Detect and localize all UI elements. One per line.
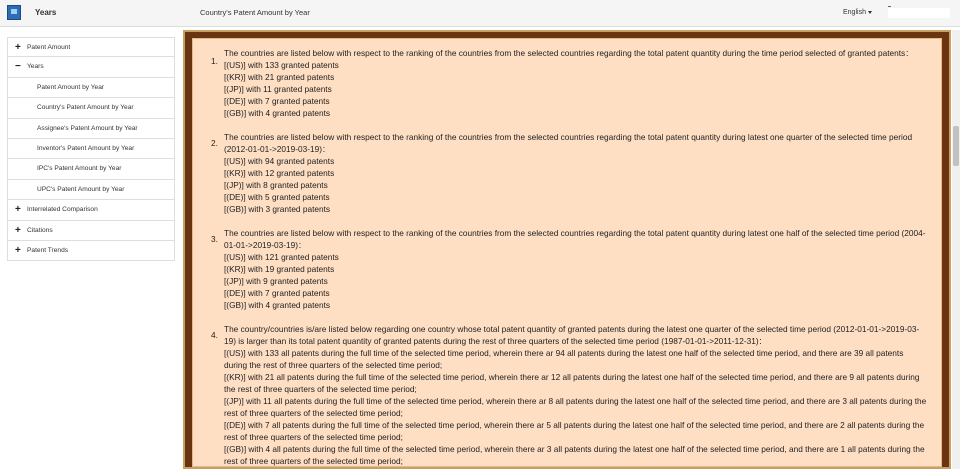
item-heading: The countries are listed below with respect to the ranking of the countries from the selected countries regarding the total patent quantity during the time period selected of granted patents： <box>224 48 914 58</box>
sidebar-item-patent-amount[interactable] <box>7 37 175 57</box>
item-line: [(KR)] with 21 all patents during the full time of the selected time period, wherein there ar 12 all patents during the latest one half of the selected time period, and there are 9 all patents during the rest of three quarters of the selected time period; <box>224 372 920 394</box>
item-line: [(US)] with 121 granted patents <box>224 252 339 262</box>
sidebar-item-label: Citations <box>27 226 53 234</box>
report-frame <box>183 30 951 469</box>
sidebar-item-label: Inventor's Patent Amount by Year <box>37 144 135 152</box>
app-logo-icon[interactable] <box>7 5 21 20</box>
item-line: [(GB)] with 4 granted patents <box>224 108 331 118</box>
report-panel <box>192 38 942 467</box>
item-line: [(GB)] with 3 granted patents <box>224 204 331 214</box>
sidebar-item-patent-amount-by-year[interactable] <box>7 78 175 98</box>
item-heading: The countries are listed below with respect to the ranking of the countries from the selected countries regarding the total patent quantity during latest one quarter of the selected time period (2012-01-01->2019-03-19)： <box>224 132 913 154</box>
minus-icon: − <box>15 61 21 73</box>
item-line: [(JP)] with 8 granted patents <box>224 180 328 190</box>
scrollbar-thumb[interactable] <box>953 126 959 166</box>
item-line: [(DE)] with 7 all patents during the full time of the selected time period, wherein there ar 5 all patents during the latest one half of the selected time period, and there are 2 all patents during the rest of three quarters of the selected time period; <box>224 420 925 442</box>
app-title: Years <box>35 8 57 17</box>
plus-icon: + <box>15 42 21 53</box>
item-line: [(GB)] with 4 all patents during the full time of the selected time period, wherein there ar 3 all patents during the latest one half of the selected time period, and there are 1 all patents during the rest of three quarters of the selected time period; <box>224 444 925 466</box>
page-title: Country's Patent Amount by Year <box>200 8 310 17</box>
sidebar-item-patent-trends[interactable] <box>7 241 175 261</box>
item-line: [(US)] with 133 granted patents <box>224 60 339 70</box>
sidebar-item-label: Years <box>27 63 44 71</box>
item-number: 3. <box>211 234 218 244</box>
report-item <box>193 47 941 119</box>
page-scrollbar[interactable] <box>952 30 960 469</box>
item-number: 4. <box>211 330 218 340</box>
language-dropdown[interactable] <box>843 9 872 16</box>
item-line: [(US)] with 94 granted patents <box>224 156 335 166</box>
sidebar-item-label: IPC's Patent Amount by Year <box>37 165 122 173</box>
sidebar-item-label: Patent Amount <box>27 44 71 51</box>
sidebar-item-country-patent-amount-by-year[interactable] <box>7 98 175 118</box>
item-line: [(KR)] with 21 granted patents <box>224 72 335 82</box>
item-line: [(JP)] with 9 granted patents <box>224 276 328 286</box>
item-line: [(JP)] with 11 granted patents <box>224 84 332 94</box>
sidebar-item-label: Patent Trends <box>27 246 69 254</box>
item-number: 2. <box>211 138 218 148</box>
sidebar-item-label: Interrelated Comparison <box>27 206 98 214</box>
item-line: [(US)] with 133 all patents during the full time of the selected time period, wherein there ar 94 all patents during the latest one half of the selected time period, and there are 39 all patents during the rest of three quarters of the selected time period; <box>224 348 904 370</box>
language-label: English <box>843 9 866 16</box>
report-item <box>193 323 941 467</box>
sidebar-item-inventor-patent-amount-by-year[interactable] <box>7 139 175 159</box>
user-menu[interactable] <box>888 8 950 18</box>
item-heading: The country/countries is/are listed below regarding one country whose total patent quantity of granted patents during the latest one quarter of the selected time period (2012-01-01->2019-03-19) is larger than its total patent quantity of granted patents during the rest of three quarters of the selected time period (1987-01-01->2011-12-31)： <box>224 324 920 346</box>
sidebar-item-upc-patent-amount-by-year[interactable] <box>7 180 175 200</box>
report-item <box>193 131 941 215</box>
sidebar-item-interrelated-comparison[interactable] <box>7 200 175 220</box>
sidebar-item-ipc-patent-amount-by-year[interactable] <box>7 159 175 179</box>
plus-icon: + <box>15 204 21 216</box>
item-number: 1. <box>211 56 218 66</box>
report-item <box>193 227 941 311</box>
item-line: [(DE)] with 7 granted patents <box>224 96 330 106</box>
sidebar-nav <box>7 37 175 261</box>
sidebar-item-label: Patent Amount by Year <box>37 83 105 91</box>
plus-icon: + <box>15 224 21 236</box>
sidebar-item-years[interactable] <box>7 57 175 77</box>
plus-icon: + <box>15 244 21 256</box>
caret-down-icon <box>868 11 872 14</box>
report-content <box>193 39 941 467</box>
sidebar-item-label: Assignee's Patent Amount by Year <box>37 124 138 132</box>
item-line: [(KR)] with 12 granted patents <box>224 168 335 178</box>
item-line: [(DE)] with 7 granted patents <box>224 288 330 298</box>
item-line: [(DE)] with 5 granted patents <box>224 192 330 202</box>
item-line: [(KR)] with 19 granted patents <box>224 264 335 274</box>
sidebar-item-label: UPC's Patent Amount by Year <box>37 185 125 193</box>
item-line: [(GB)] with 4 granted patents <box>224 300 331 310</box>
sidebar-item-assignee-patent-amount-by-year[interactable] <box>7 119 175 139</box>
item-line: [(JP)] with 11 all patents during the full time of the selected time period, wherein there ar 8 all patents during the latest one half of the selected time period, and there are 3 all patents during the rest of three quarters of the selected time period; <box>224 396 927 418</box>
top-bar <box>0 0 960 27</box>
item-heading: The countries are listed below with respect to the ranking of the countries from the selected countries regarding the total patent quantity during latest one half of the selected time period (2004-01-01->2019-03-19)： <box>224 228 926 250</box>
sidebar-item-label: Country's Patent Amount by Year <box>37 104 134 112</box>
sidebar-item-citations[interactable] <box>7 221 175 241</box>
